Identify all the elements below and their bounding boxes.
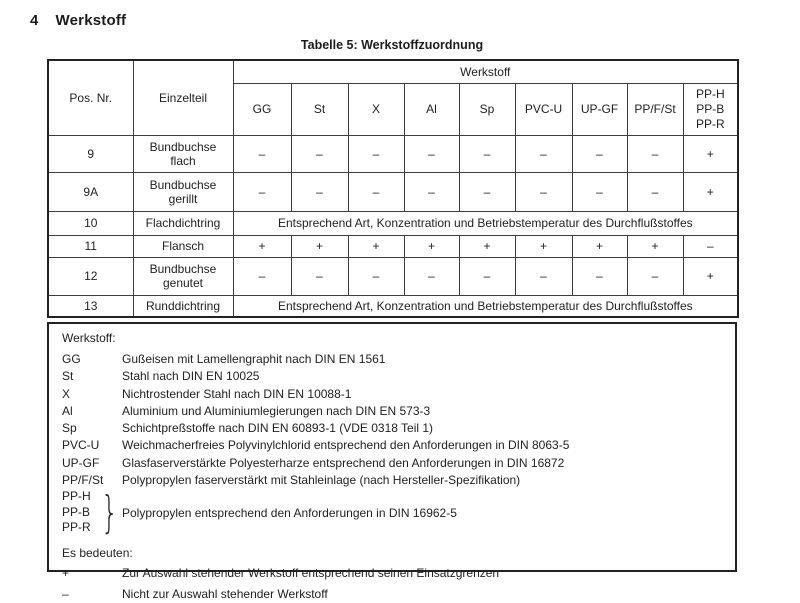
legend-definition: Polypropylen entsprechend den Anforderungen in DIN 16962-5: [122, 505, 457, 520]
table-row: [48, 172, 738, 211]
pp-abbr-stack: [62, 489, 96, 536]
value-cell: –: [404, 172, 459, 211]
col-header-pp-hbr: [683, 83, 738, 135]
value-cell: –: [291, 257, 348, 295]
value-cell: –: [459, 135, 515, 172]
value-cell: –: [404, 135, 459, 172]
part-line: Bundbuchse: [149, 139, 217, 154]
legend-entry-pp-group: [62, 486, 725, 538]
value-cell: +: [683, 135, 738, 172]
part-line: flach: [170, 153, 196, 168]
brace-icon: }: [100, 486, 119, 538]
legend-title: Werkstoff:: [62, 331, 116, 345]
value-cell: –: [627, 257, 683, 295]
section-heading: [30, 12, 126, 29]
part-cell: [133, 135, 233, 172]
meanings-title: Es bedeuten:: [62, 545, 133, 560]
value-cell: +: [233, 235, 291, 257]
value-cell: –: [348, 172, 404, 211]
col-header-x: X: [348, 83, 404, 135]
pp-header-line: PP-B: [696, 101, 725, 116]
materials-table: [47, 59, 739, 318]
legend-entry-x: [62, 386, 725, 403]
section-title: Werkstoff: [55, 12, 127, 29]
legend-entry-al: [62, 403, 725, 420]
value-cell: –: [459, 257, 515, 295]
value-cell: –: [459, 172, 515, 211]
value-cell: –: [404, 257, 459, 295]
legend-abbr: St: [62, 369, 74, 384]
pp-header-line: PP-H: [695, 86, 725, 101]
pos-cell: 9: [48, 135, 133, 172]
legend-box: [47, 322, 737, 601]
table-row: [48, 235, 738, 257]
part-cell: [133, 172, 233, 211]
col-group-header-werkstoff: Werkstoff: [233, 60, 738, 83]
legend-abbr: PP/F/St: [62, 473, 104, 488]
value-cell: –: [291, 172, 348, 211]
value-cell: –: [683, 235, 738, 257]
value-cell: +: [515, 235, 572, 257]
pos-cell: 10: [48, 211, 133, 235]
value-cell: –: [572, 135, 627, 172]
value-cell: –: [515, 172, 572, 211]
value-cell: +: [683, 257, 738, 295]
pos-cell: 12: [48, 257, 133, 295]
plus-symbol: +: [62, 565, 70, 580]
legend-entry-st: [62, 368, 725, 385]
span-value-cell: Entsprechend Art, Konzentration und Betriebstemperatur des Durchflußstoffes: [233, 211, 738, 235]
part-cell: Runddichtring: [133, 295, 233, 317]
value-cell: +: [683, 172, 738, 211]
legend-abbr: PVC-U: [62, 438, 100, 453]
value-cell: –: [572, 172, 627, 211]
pos-cell: 11: [48, 235, 133, 257]
table-row: [48, 295, 738, 317]
legend-definition: Weichmacherfreies Polyvinylchlorid entsprechend den Anforderungen in DIN 8063-5: [122, 438, 570, 453]
span-value-cell: Entsprechend Art, Konzentration und Betriebstemperatur des Durchflußstoffes: [233, 295, 738, 317]
value-cell: +: [291, 235, 348, 257]
meaning-definition: Zur Auswahl stehender Werkstoff entsprechend seinen Einsatzgrenzen: [122, 565, 500, 580]
legend-abbr: Sp: [62, 421, 77, 436]
col-header-gg: GG: [233, 83, 291, 135]
legend-definition: Nichtrostender Stahl nach DIN EN 10088-1: [122, 386, 352, 401]
col-header-sp: Sp: [459, 83, 515, 135]
minus-symbol: –: [62, 586, 69, 601]
value-cell: –: [515, 135, 572, 172]
meaning-definition: Nicht zur Auswahl stehender Werkstoff: [122, 586, 328, 601]
value-cell: –: [572, 257, 627, 295]
pp-header-line: PP-R: [695, 116, 725, 131]
legend-abbr: Al: [62, 403, 73, 418]
value-cell: +: [572, 235, 627, 257]
pos-cell: 9A: [48, 172, 133, 211]
part-cell: [133, 257, 233, 295]
value-cell: –: [233, 257, 291, 295]
legend-definition: Schichtpreßstoffe nach DIN EN 60893-1 (VDE 0318 Teil 1): [122, 421, 434, 436]
legend-entry-gg: [62, 351, 725, 368]
value-cell: +: [459, 235, 515, 257]
legend-entry-pvc-u: [62, 437, 725, 454]
legend-abbr: PP-R: [62, 520, 91, 535]
value-cell: –: [233, 135, 291, 172]
legend-definition: Polypropylen faserverstärkt mit Stahleinlage (nach Hersteller-Spezifikation): [122, 473, 521, 488]
value-cell: +: [627, 235, 683, 257]
col-header-st: St: [291, 83, 348, 135]
legend-entry-up-gf: [62, 455, 725, 472]
part-line: Bundbuchse: [149, 177, 217, 192]
value-cell: –: [233, 172, 291, 211]
section-number: 4: [30, 12, 39, 29]
value-cell: –: [348, 135, 404, 172]
legend-definition: Stahl nach DIN EN 10025: [122, 369, 260, 384]
value-cell: –: [515, 257, 572, 295]
col-header-al: Al: [404, 83, 459, 135]
col-header-pp-f-st: PP/F/St: [627, 83, 683, 135]
part-cell: Flachdichtring: [133, 211, 233, 235]
table-row: [48, 211, 738, 235]
value-cell: –: [291, 135, 348, 172]
col-header-einzelteil: Einzelteil: [133, 60, 233, 135]
legend-abbr: X: [62, 386, 71, 401]
legend-abbr: GG: [62, 352, 81, 366]
legend-definition: Gußeisen mit Lamellengraphit nach DIN EN 1561: [122, 352, 386, 366]
part-cell: Flansch: [133, 235, 233, 257]
value-cell: +: [404, 235, 459, 257]
legend-entry-sp: [62, 420, 725, 437]
part-line: genutet: [162, 276, 204, 290]
legend-definition: Aluminium und Aluminiumlegierungen nach DIN EN 573-3: [122, 403, 431, 418]
table-row: [48, 257, 738, 295]
pos-cell: 13: [48, 295, 133, 317]
legend-definition: Glasfaserverstärkte Polyesterharze entsprechend den Anforderungen in DIN 16872: [122, 455, 565, 470]
value-cell: –: [627, 172, 683, 211]
col-header-pvc-u: PVC-U: [515, 83, 572, 135]
col-header-up-gf: UP-GF: [572, 83, 627, 135]
table-row: [48, 135, 738, 172]
meaning-entry-minus: [62, 586, 725, 603]
value-cell: +: [348, 235, 404, 257]
col-header-pos-nr: Pos. Nr.: [48, 60, 133, 135]
meaning-entry-plus: [62, 565, 725, 582]
part-line: gerillt: [168, 191, 198, 206]
value-cell: –: [348, 257, 404, 295]
legend-entry-pp-f-st: [62, 472, 725, 489]
table-caption: Tabelle 5: Werkstoffzuordnung: [300, 38, 484, 52]
part-line: Bundbuchse: [149, 262, 217, 276]
legend-abbr: PP-B: [62, 504, 91, 519]
legend-abbr: PP-H: [62, 489, 91, 504]
value-cell: –: [627, 135, 683, 172]
legend-abbr: UP-GF: [62, 455, 100, 470]
